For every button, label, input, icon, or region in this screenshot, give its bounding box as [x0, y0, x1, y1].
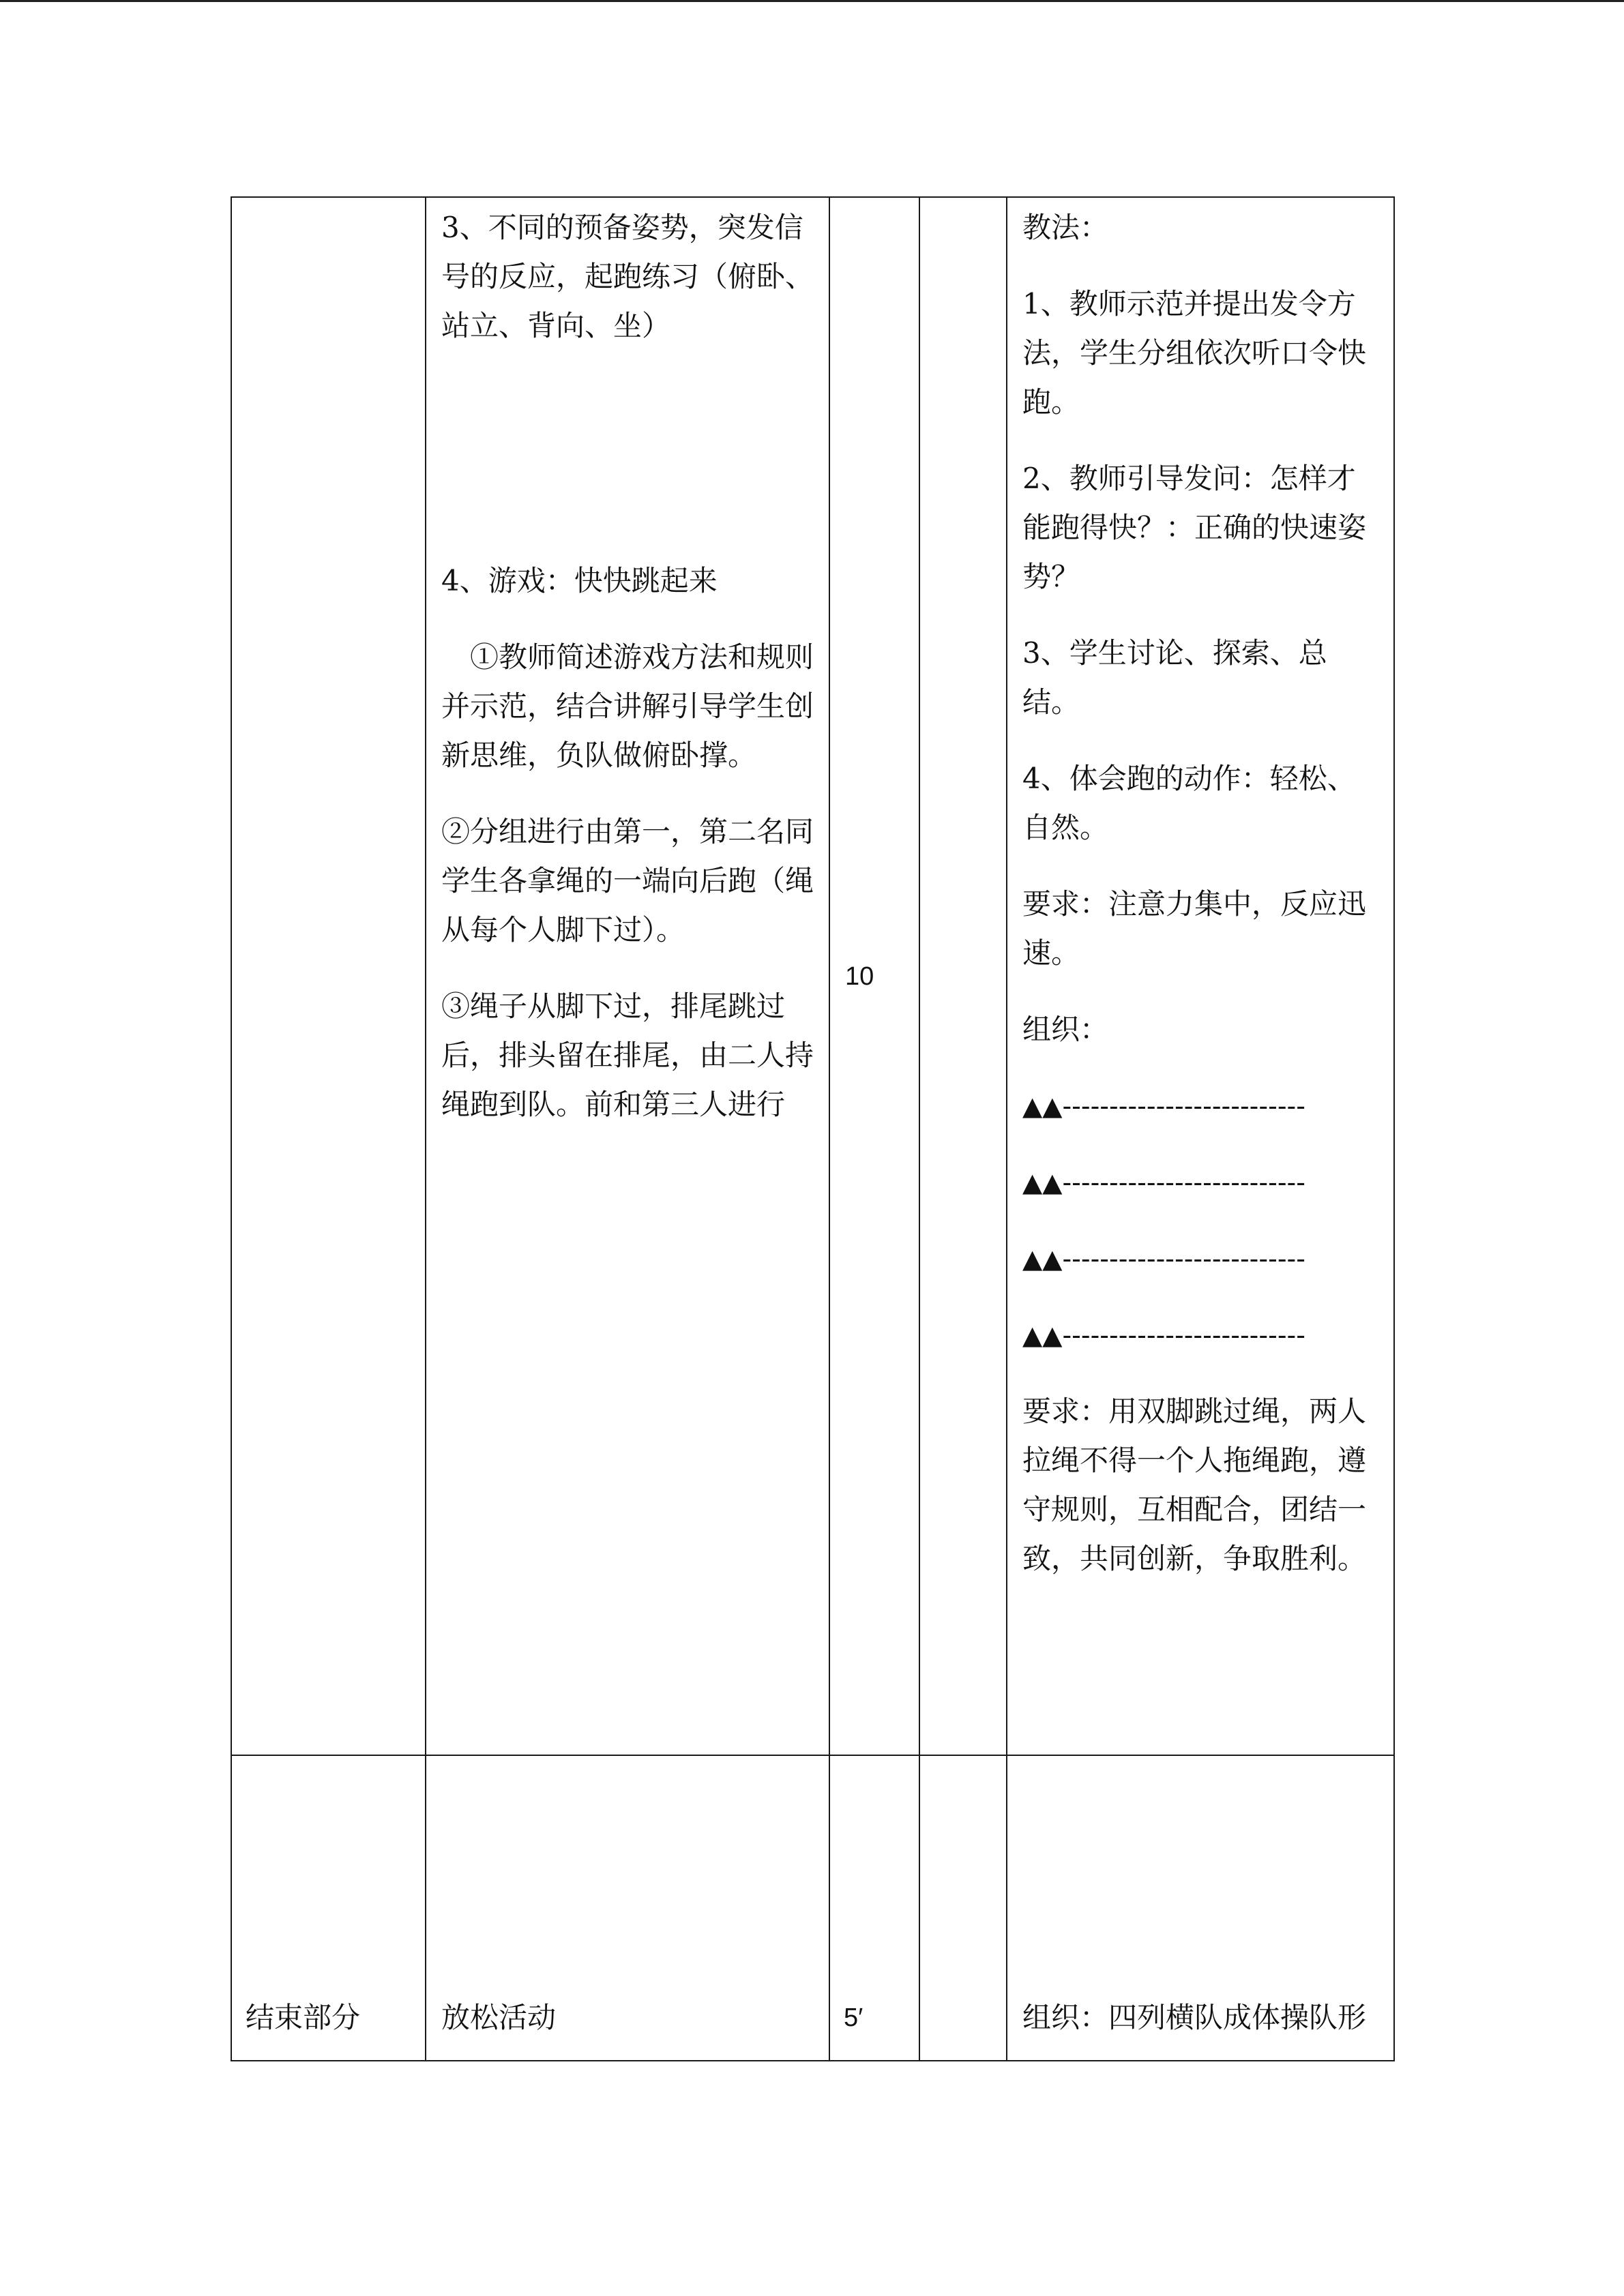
- section-label: [232, 198, 425, 202]
- time-cell: [829, 197, 919, 1755]
- intensity-value-ending: [920, 2038, 1006, 2060]
- method-item-4: 4、体会跑的动作：轻松、自然。: [1022, 762, 1356, 844]
- organization-heading: 组织：: [1022, 1013, 1109, 1046]
- formation-line-3: ▲▲--------------------------: [1022, 1244, 1305, 1274]
- method-cell: [1007, 197, 1394, 1755]
- method-heading: 教法：: [1022, 211, 1109, 244]
- table-row-ending: [231, 1755, 1394, 2061]
- intensity-cell: [919, 197, 1007, 1755]
- formation-line-2: ▲▲--------------------------: [1022, 1167, 1305, 1197]
- content-cell-ending: [426, 1755, 829, 2061]
- intensity-value: [920, 198, 1006, 202]
- section-cell-ending: [231, 1755, 426, 2061]
- time-cell-ending: [829, 1755, 919, 2061]
- spacer: [441, 378, 814, 556]
- method-ending: 组织：四列横队成体操队形: [1022, 2001, 1367, 2034]
- content-ending: 放松活动: [441, 2001, 557, 2034]
- content-item-4-step-2: ②分组进行由第一，第二名同学生各拿绳的一端向后跑（绳从每个人脚下过）。: [441, 815, 814, 946]
- method-cell-ending: [1007, 1755, 1394, 2061]
- section-cell: [231, 197, 426, 1755]
- content-item-4-step-1: ①教师简述游戏方法和规则并示范，结合讲解引导学生创新思维，负队做俯卧撑。: [441, 640, 814, 772]
- lesson-plan-table: [231, 196, 1395, 2061]
- method-item-1: 1、教师示范并提出发令方法，学生分组依次听口令快跑。: [1022, 287, 1367, 419]
- requirement-1: 要求：注意力集中，反应迅速。: [1022, 887, 1367, 970]
- content-item-3: 3、不同的预备姿势，突发信号的反应，起跑练习（俯卧、站立、背向、坐）: [441, 211, 814, 342]
- section-label-ending: 结束部分: [246, 2001, 361, 2034]
- page-top-border: [0, 0, 1624, 2]
- method-item-3: 3、学生讨论、探索、总结。: [1022, 636, 1327, 719]
- time-value-ending: 5′: [844, 2003, 863, 2032]
- formation-line-1: ▲▲--------------------------: [1022, 1091, 1305, 1121]
- content-cell: [426, 197, 829, 1755]
- intensity-cell-ending: [919, 1755, 1007, 2061]
- requirement-2: 要求：用双脚跳过绳，两人拉绳不得一个人拖绳跑，遵守规则，互相配合，团结一致，共同创新，争取胜利。: [1022, 1395, 1367, 1575]
- formation-line-4: ▲▲--------------------------: [1022, 1320, 1305, 1350]
- table-row-main: [231, 197, 1394, 1755]
- content-item-4-title: 4、游戏：快快跳起来: [441, 564, 718, 597]
- content-item-4-step-3: ③绳子从脚下过，排尾跳过后，排头留在排尾，由二人持绳跑到队。前和第三人进行: [441, 989, 814, 1121]
- method-item-2: 2、教师引导发问：怎样才能跑得快？：正确的快速姿势？: [1022, 462, 1367, 593]
- time-value: 10: [845, 961, 874, 991]
